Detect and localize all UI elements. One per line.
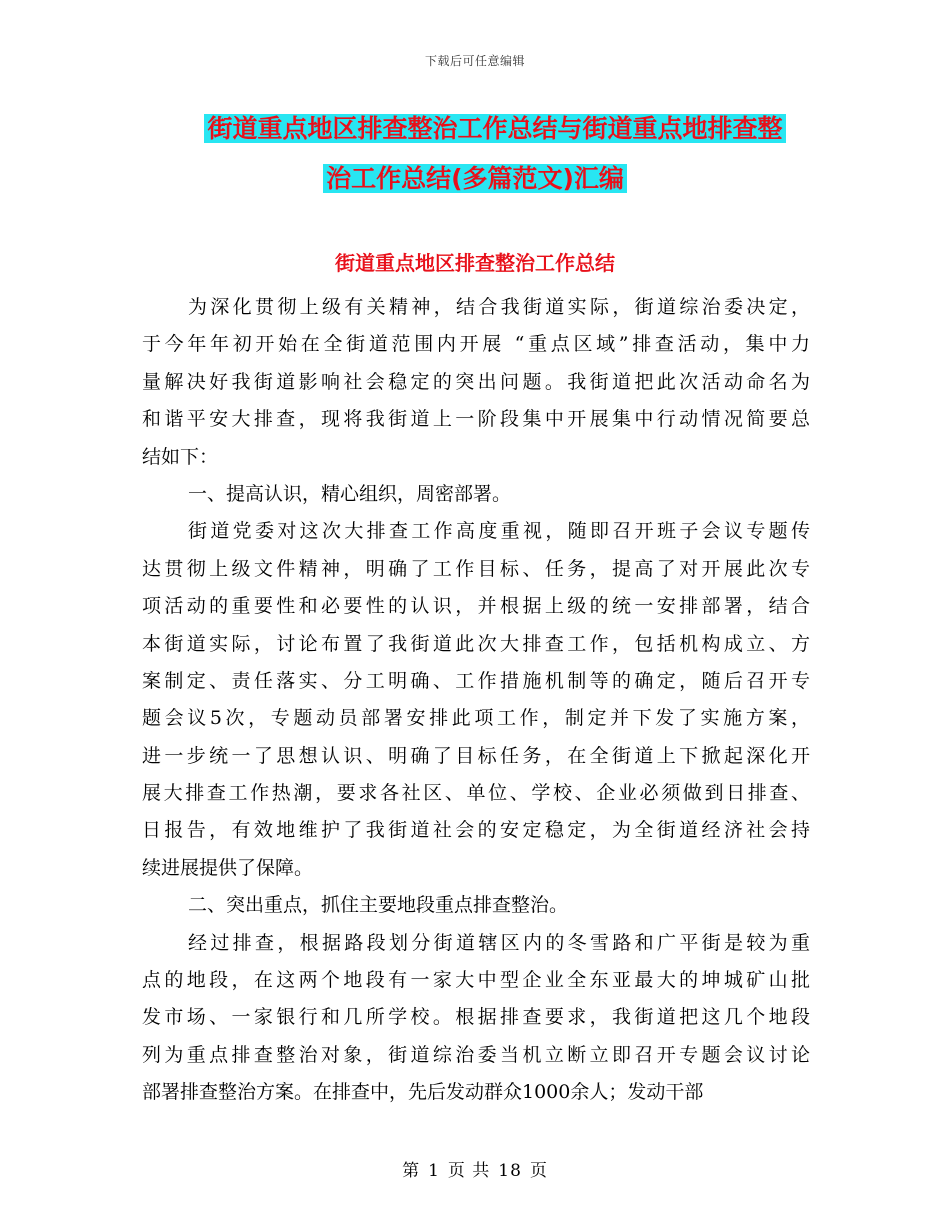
body-line: 达贯彻上级文件精神，明确了工作目标、任务，提高了对开展此次专 [142,557,810,580]
footer-total-pages: 18 [498,1161,522,1181]
document-title [0,104,950,204]
footer-suffix: 页 [529,1161,548,1181]
body-line: 量解决好我街道影响社会稳定的突出问题。我街道把此次活动命名为 [142,370,810,393]
document-title-line-1: 街道重点地区排查整治工作总结与街道重点地排查整 [204,114,785,143]
body-line: 点的地段，在这两个地段有一家大中型企业全东亚最大的坤城矿山批 [142,969,810,992]
footer-page-number: 1 [428,1161,440,1181]
body-line: 为深化贯彻上级有关精神，结合我街道实际，街道综治委决定， [188,296,810,318]
footer-prefix: 第 [402,1161,421,1181]
body-line: 部署排查整治方案。在排查中，先后发动群众1000余人；发动干部 [142,1081,704,1104]
body-line: 展大排查工作热潮，要求各社区、单位、学校、企业必须做到日排查、 [142,782,810,805]
body-line: 一、提高认识，精心组织，周密部署。 [188,482,512,505]
body-line: 结如下： [142,445,219,468]
body-line: 续进展提供了保障。 [142,856,314,879]
page-header: 下载后可任意编辑 [424,54,525,68]
section-title: 街道重点地区排查整治工作总结 [335,251,615,275]
page-footer [0,1156,950,1181]
body-text [142,289,810,1112]
body-line: 和谐平安大排查，现将我街道上一阶段集中开展集中行动情况简要总 [142,408,810,431]
body-line: 二、突出重点，抓住主要地段重点排查整治。 [188,894,569,917]
body-line: 项活动的重要性和必要性的认识，并根据上级的统一安排部署，结合 [142,595,810,618]
document-title-line-2: 治工作总结(多篇范文)汇编 [323,164,627,193]
body-line: 日报告，有效地维护了我街道社会的安定稳定，为全街道经济社会持 [142,819,810,842]
body-line: 街道党委对这次大排查工作高度重视，随即召开班子会议专题传 [188,520,810,543]
body-line: 进一步统一了思想认识、明确了目标任务，在全街道上下掀起深化开 [142,744,810,767]
footer-middle: 页 共 [447,1161,491,1181]
body-line: 经过排查，根据路段划分街道辖区内的冬雪路和广平街是较为重 [188,931,810,954]
body-line: 题会议5次，专题动员部署安排此项工作，制定并下发了实施方案， [142,707,810,730]
body-line: 案制定、责任落实、分工明确、工作措施机制等的确定，随后召开专 [142,669,810,692]
body-line: 发市场、一家银行和几所学校。根据排查要求，我街道把这几个地段 [142,1006,810,1029]
body-line: 于今年年初开始在全街道范围内开展 “重点区域”排查活动，集中力 [142,333,810,356]
body-line: 本街道实际，讨论布置了我街道此次大排查工作，包括机构成立、方 [142,632,810,655]
body-line: 列为重点排查整治对象，街道综治委当机立断立即召开专题会议讨论 [142,1043,810,1066]
